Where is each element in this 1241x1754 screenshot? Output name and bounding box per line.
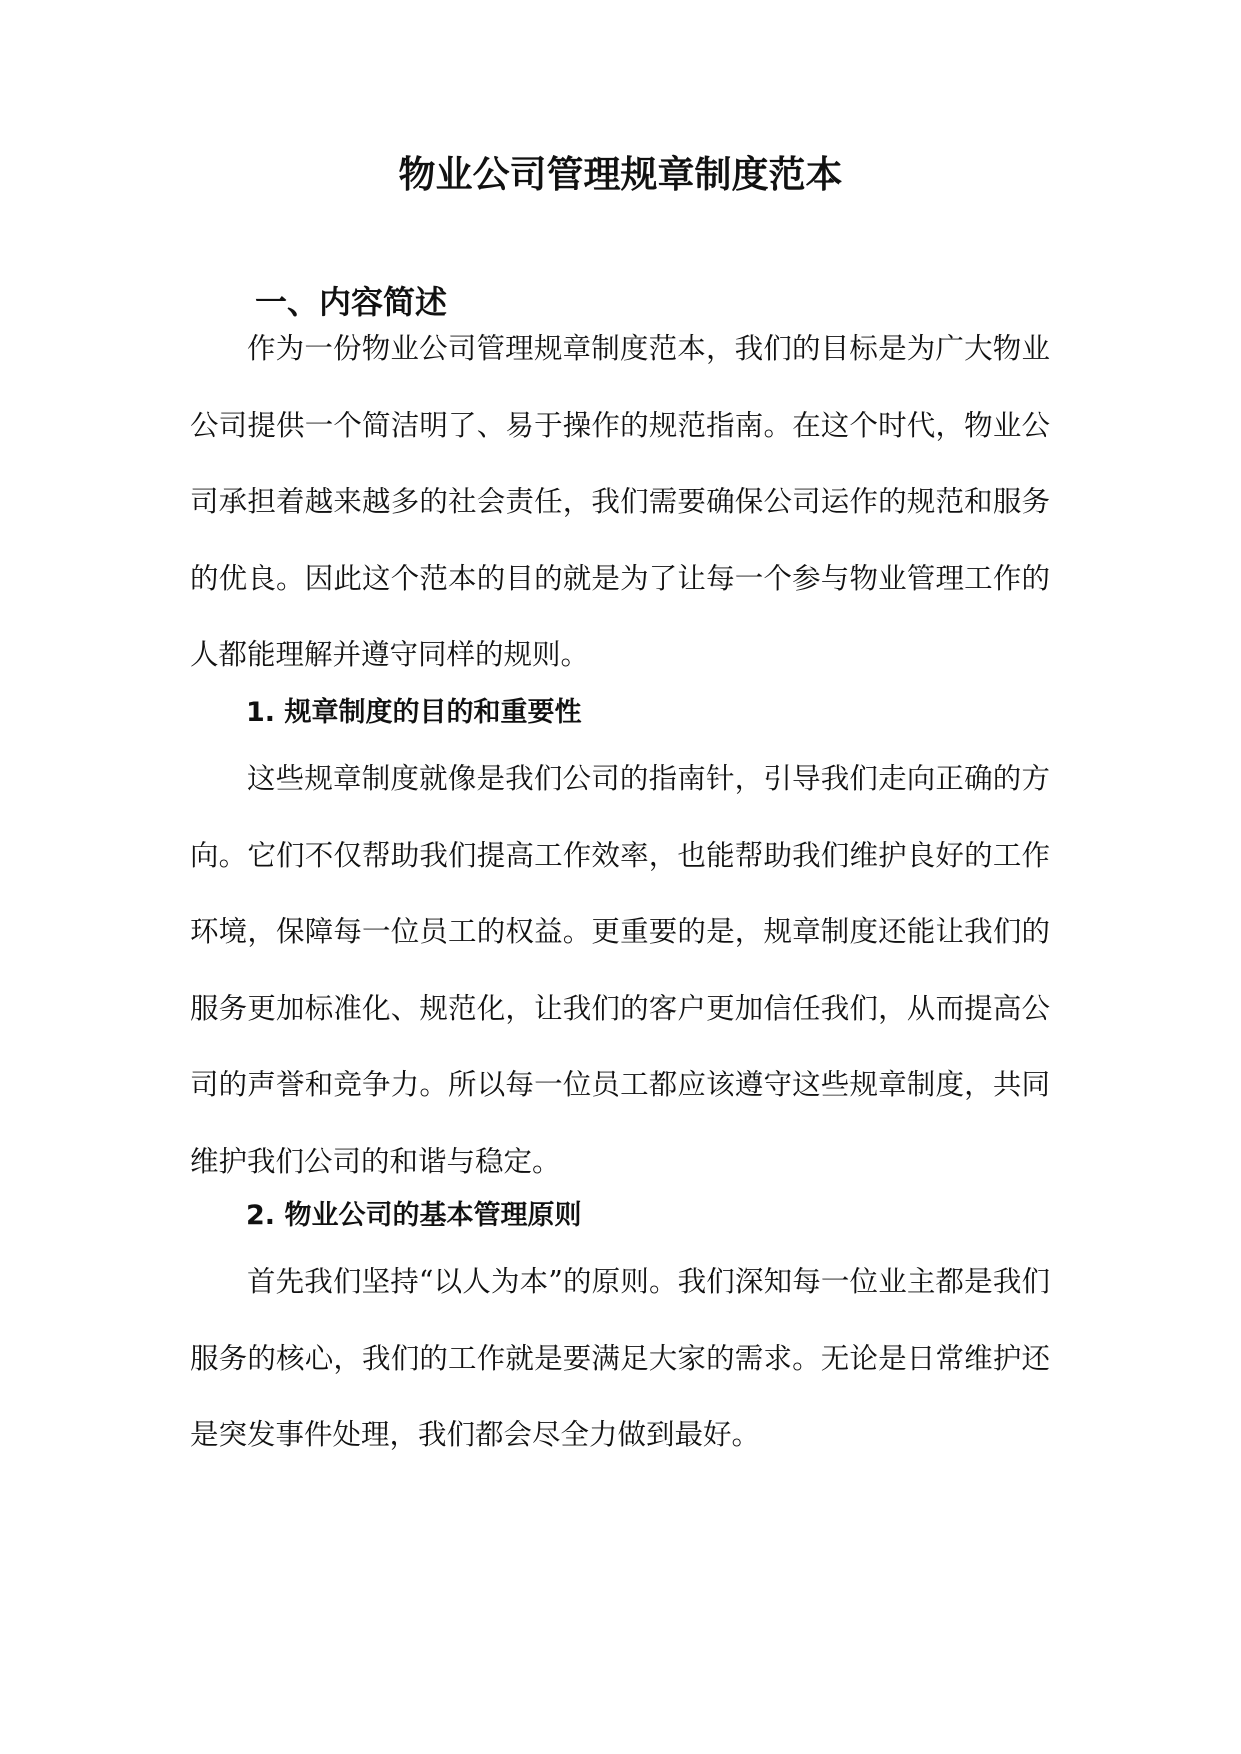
subsection-heading-principles: 2. 物业公司的基本管理原则 [246, 1200, 582, 1231]
section-heading-overview: 一、内容简述 [255, 283, 448, 321]
paragraph-principles: 首先我们坚持“以人为本”的原则。我们深知每一位业主都是我们服务的核心，我们的工作就是要满足大家的需求。无论是日常维护还是突发事件处理，我们都会尽全力做到最好。 [190, 1265, 1050, 1451]
subsection-heading-purpose: 1. 规章制度的目的和重要性 [246, 697, 582, 728]
document-title: 物业公司管理规章制度范本 [398, 153, 843, 196]
paragraph-intro: 作为一份物业公司管理规章制度范本，我们的目标是为广大物业公司提供一个简洁明了、易于操作的规范指南。在这个时代，物业公司承担着越来越多的社会责任，我们需要确保公司运作的规范和服务的优良。因此这个范本的目的就是为了让每一个参与物业管理工作的人都能理解并遵守同样的规则。 [190, 332, 1050, 671]
paragraph-purpose: 这些规章制度就像是我们公司的指南针，引导我们走向正确的方向。它们不仅帮助我们提高工作效率，也能帮助我们维护良好的工作环境，保障每一位员工的权益。更重要的是，规章制度还能让我们的服务更加标准化、规范化，让我们的客户更加信任我们，从而提高公司的声誉和竞争力。所以每一位员工都应该遵守这些规章制度，共同维护我们公司的和谐与稳定。 [190, 762, 1050, 1178]
